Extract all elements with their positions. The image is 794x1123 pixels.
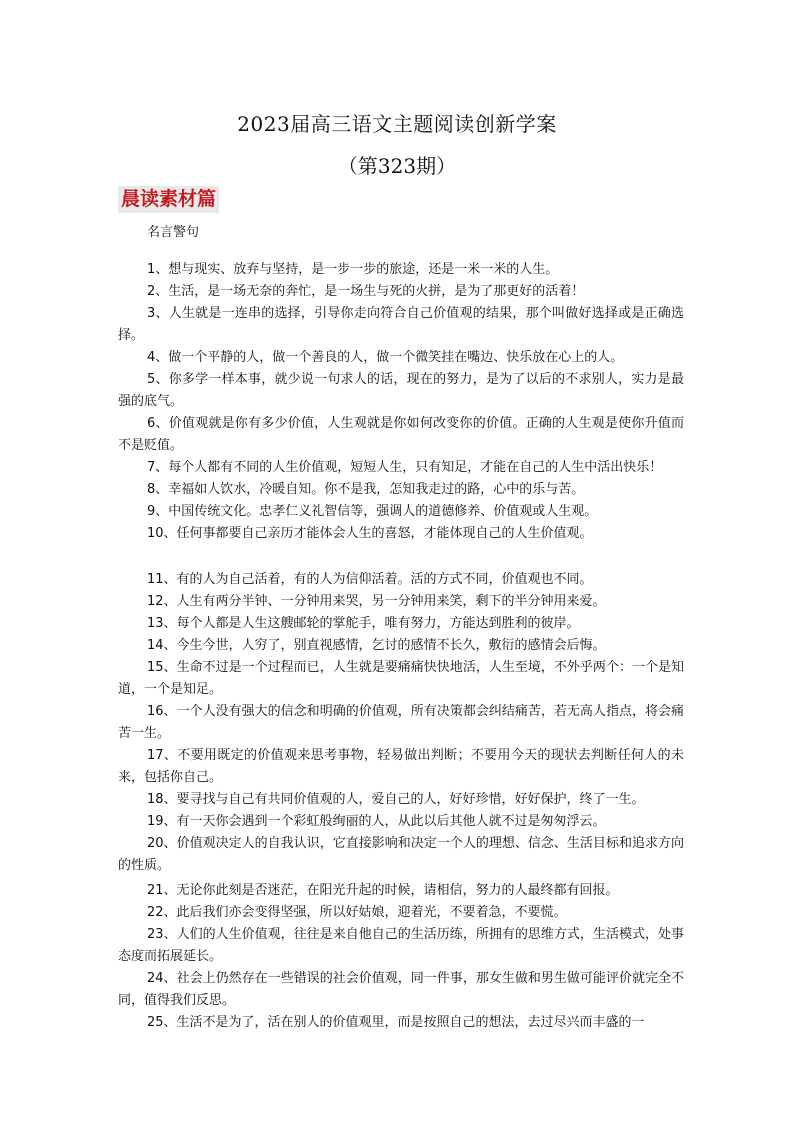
quote-item: 22、此后我们亦会变得坚强，所以好姑娘，迎着光，不要着急，不要慌。 — [147, 905, 567, 920]
quote-item: 2、生活，是一场无奈的奔忙，是一场生与死的火拼，是为了那更好的活着！ — [147, 284, 585, 299]
quote-item: 16、一个人没有强大的信念和明确的价值观，所有决策都会纠结痛苦，若无高人指点，将会痛苦一生。 — [118, 704, 684, 741]
quote-item: 6、价值观就是你有多少价值，人生观就是你如何改变你的价值。正确的人生观是使你升值而不是贬值。 — [118, 416, 684, 453]
quote-item: 4、做一个平静的人，做一个善良的人，做一个微笑挂在嘴边、快乐放在心上的人。 — [147, 350, 624, 365]
quote-group-2 — [118, 569, 684, 877]
quote-item: 5、你多学一样本事，就少说一句求人的话，现在的努力，是为了以后的不求别人，实力是最强的底气。 — [118, 372, 684, 409]
quote-item: 17、不要用既定的价值观来思考事物，轻易做出判断；不要用今天的现状去判断任何人的未来，包括你自己。 — [118, 748, 684, 785]
section-heading: 晨读素材篇 — [118, 186, 219, 213]
quote-group-1 — [118, 259, 684, 545]
quote-item: 1、想与现实、放弃与坚持，是一步一步的旅途，还是一米一米的人生。 — [147, 262, 559, 277]
quote-item: 25、生活不是为了，活在别人的价值观里，而是按照自己的想法，去过尽兴而丰盛的一 — [147, 1015, 645, 1030]
quote-item: 23、人们的人生价值观，往往是来自他自己的生活历练，所拥有的思维方式，生活模式，处事态度而拓展延长。 — [118, 927, 684, 964]
quote-item: 21、无论你此刻是否迷茫，在阳光升起的时候，请相信，努力的人最终都有回报。 — [147, 883, 619, 898]
quote-item: 8、幸福如人饮水，冷暖自知。你不是我，怎知我走过的路，心中的乐与苦。 — [147, 482, 585, 497]
quote-item: 9、中国传统文化。忠孝仁义礼智信等，强调人的道德修养、价值观或人生观。 — [147, 504, 598, 519]
quote-item: 12、人生有两分半钟、一分钟用来哭，另一分钟用来笑，剩下的半分钟用来爱。 — [147, 594, 606, 609]
sub-heading: 名言警句 — [147, 225, 200, 240]
document-title: 2023届高三语文主题阅读创新学案 — [237, 112, 557, 136]
quote-item: 3、人生就是一连串的选择，引导你走向符合自己价值观的结果，那个叫做好选择或是正确选择。 — [118, 306, 684, 343]
quote-item: 11、有的人为自己活着，有的人为信仰活着。活的方式不同，价值观也不同。 — [147, 572, 593, 587]
quote-item: 19、有一天你会遇到一个彩虹般绚丽的人，从此以后其他人就不过是匆匆浮云。 — [147, 814, 606, 829]
quote-item: 10、任何事都要自己亲历才能体会人生的喜怒，才能体现自己的人生价值观。 — [147, 526, 593, 541]
quote-item: 14、今生今世，人穷了，别直视感情，乞讨的感情不长久，敷衍的感情会后悔。 — [147, 638, 606, 653]
issue-number: （第323期） — [337, 154, 457, 178]
quote-item: 20、价值观决定人的自我认识，它直接影响和决定一个人的理想、信念、生活目标和追求方向的性质。 — [118, 836, 684, 873]
quote-item: 7、每个人都有不同的人生价值观，短短人生，只有知足，才能在自己的人生中活出快乐！ — [147, 460, 663, 475]
quote-item: 15、生命不过是一个过程而已，人生就是要痛痛快快地活，人生至境，不外乎两个：一个是知道，一个是知足。 — [118, 660, 684, 697]
quote-item: 24、社会上仍然存在一些错误的社会价值观，同一件事，那女生做和男生做可能评价就完全不同，值得我们反思。 — [118, 971, 684, 1008]
quote-item: 13、每个人都是人生这艘邮轮的掌舵手，唯有努力，方能达到胜利的彼岸。 — [147, 616, 580, 631]
quote-item: 18、要寻找与自己有共同价值观的人，爱自己的人，好好珍惜，好好保护，终了一生。 — [147, 792, 645, 807]
quote-group-3 — [118, 880, 684, 1034]
